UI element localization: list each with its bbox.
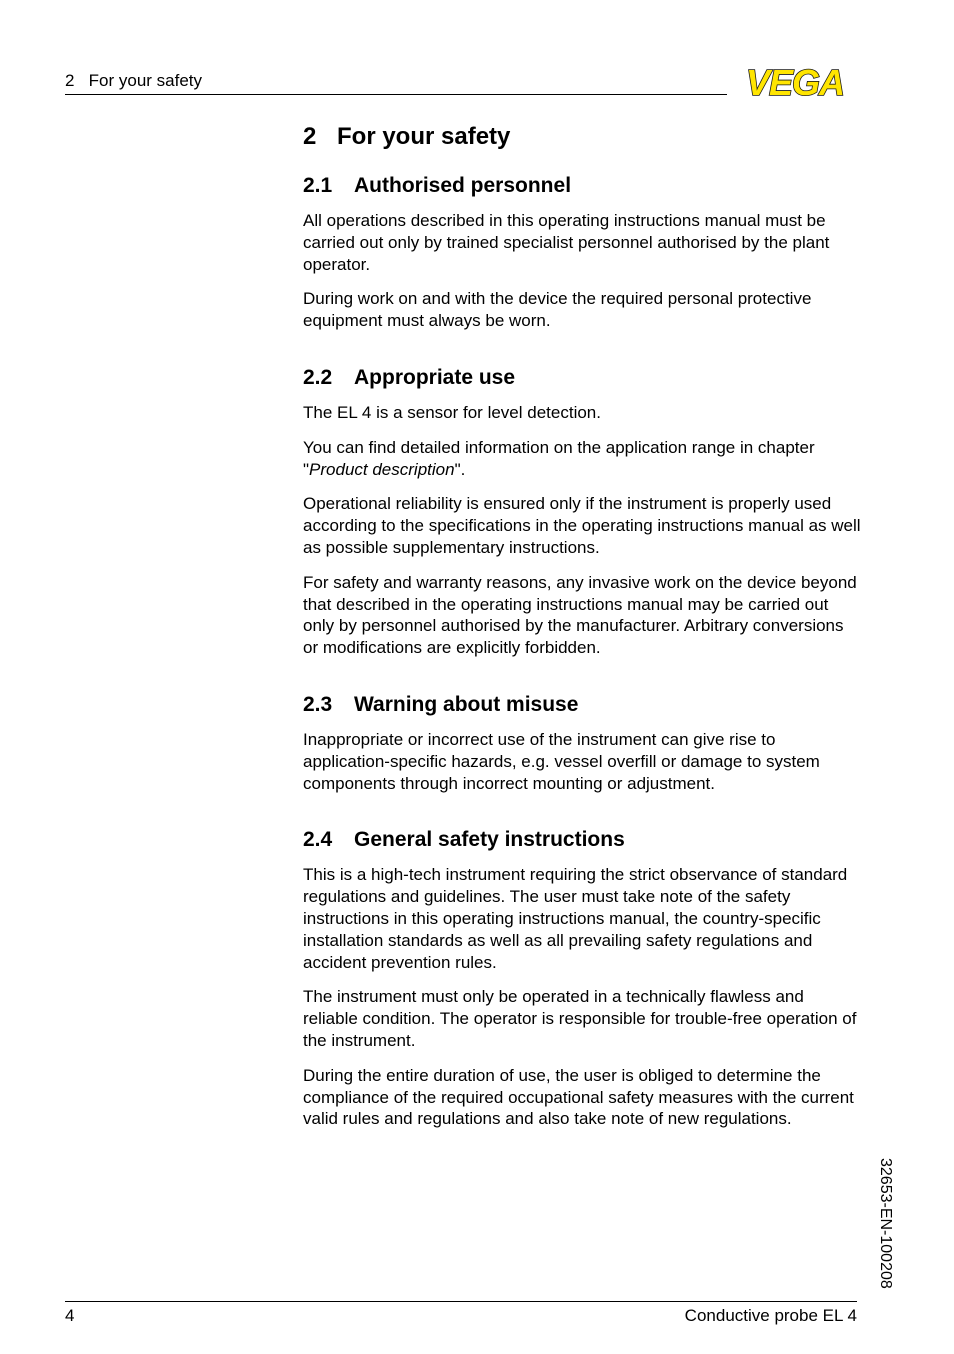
reference-text-before: You can find detailed information on the application range in chapter ": [303, 437, 815, 479]
section-title: Authorised personnel: [354, 174, 572, 197]
header-divider: [65, 94, 727, 95]
running-header-number: 2: [65, 71, 75, 90]
section-title: General safety instructions: [354, 828, 625, 852]
chapter-number: 2: [303, 123, 317, 150]
section-number: 2.4: [303, 828, 333, 852]
chapter-title-text: For your safety: [337, 123, 511, 150]
logo-text: VEGA: [745, 64, 845, 98]
document-code: 32653-EN-100208: [877, 1158, 894, 1289]
section-number: 2.3: [303, 692, 333, 716]
section-heading: [303, 364, 863, 392]
paragraph: The instrument must only be operated in a technically flawless and reliable condition. The operator is responsible for trouble-free operation of the instrument.: [303, 987, 857, 1050]
paragraph: During the entire duration of use, the user is obliged to determine the compliance of the required occupational safety measures with the current valid rules and regulations and also take note of new regulations.: [303, 1065, 854, 1129]
paragraph: Inappropriate or incorrect use of the instrument can give rise to application-specific hazards, e.g. vessel overfill or damage to system components through incorrect mounting or adjustment.: [303, 729, 820, 793]
footer-divider: [65, 1301, 857, 1302]
section-number: 2.2: [303, 365, 333, 389]
section-general-safety-instructions: [303, 826, 863, 1130]
running-header-title: For your safety: [88, 71, 203, 90]
chapter-reference: Product description: [309, 459, 455, 479]
vega-logo: [733, 64, 858, 98]
paragraph: All operations described in this operating instructions manual must be carried out only by trained specialist personnel authorised by the plant operator.: [303, 211, 830, 274]
product-name: Conductive probe EL 4: [684, 1306, 857, 1325]
section-title: Appropriate use: [354, 365, 516, 389]
paragraph: For safety and warranty reasons, any invasive work on the device beyond that described in the operating instructions manual may be carried out only by personnel authorised by the manufacturer. Arbitrary conversions or modifications are explicitly forbidden.: [303, 572, 857, 658]
chapter-title: [303, 120, 863, 154]
section-title: Warning about misuse: [354, 692, 579, 716]
main-content: [303, 120, 863, 1130]
paragraph: Operational reliability is ensured only if the instrument is properly used according to the specifications in the operating instructions manual as well as possible supplementary instructions.: [303, 494, 861, 557]
section-appropriate-use: [303, 364, 863, 659]
paragraph: During work on and with the device the required personal protective equipment must always be worn.: [303, 289, 812, 331]
section-heading: [303, 172, 863, 200]
reference-text-after: ".: [454, 459, 466, 479]
paragraph: This is a high-tech instrument requiring the strict observance of standard regulations and guidelines. The user must take note of the safety instructions in this operating instructions manual, the country-specific installation standards as well as all prevailing safety regulations and accident prevention rules.: [303, 865, 848, 972]
page-number: 4: [65, 1306, 75, 1325]
section-heading: [303, 691, 863, 719]
section-heading: [303, 826, 863, 854]
paragraph: The EL 4 is a sensor for level detection.: [303, 402, 601, 422]
section-number: 2.1: [303, 174, 333, 197]
running-header: [65, 71, 202, 91]
section-warning-about-misuse: [303, 691, 863, 794]
section-authorised-personnel: [303, 172, 863, 332]
reference-paragraph: [303, 437, 863, 481]
